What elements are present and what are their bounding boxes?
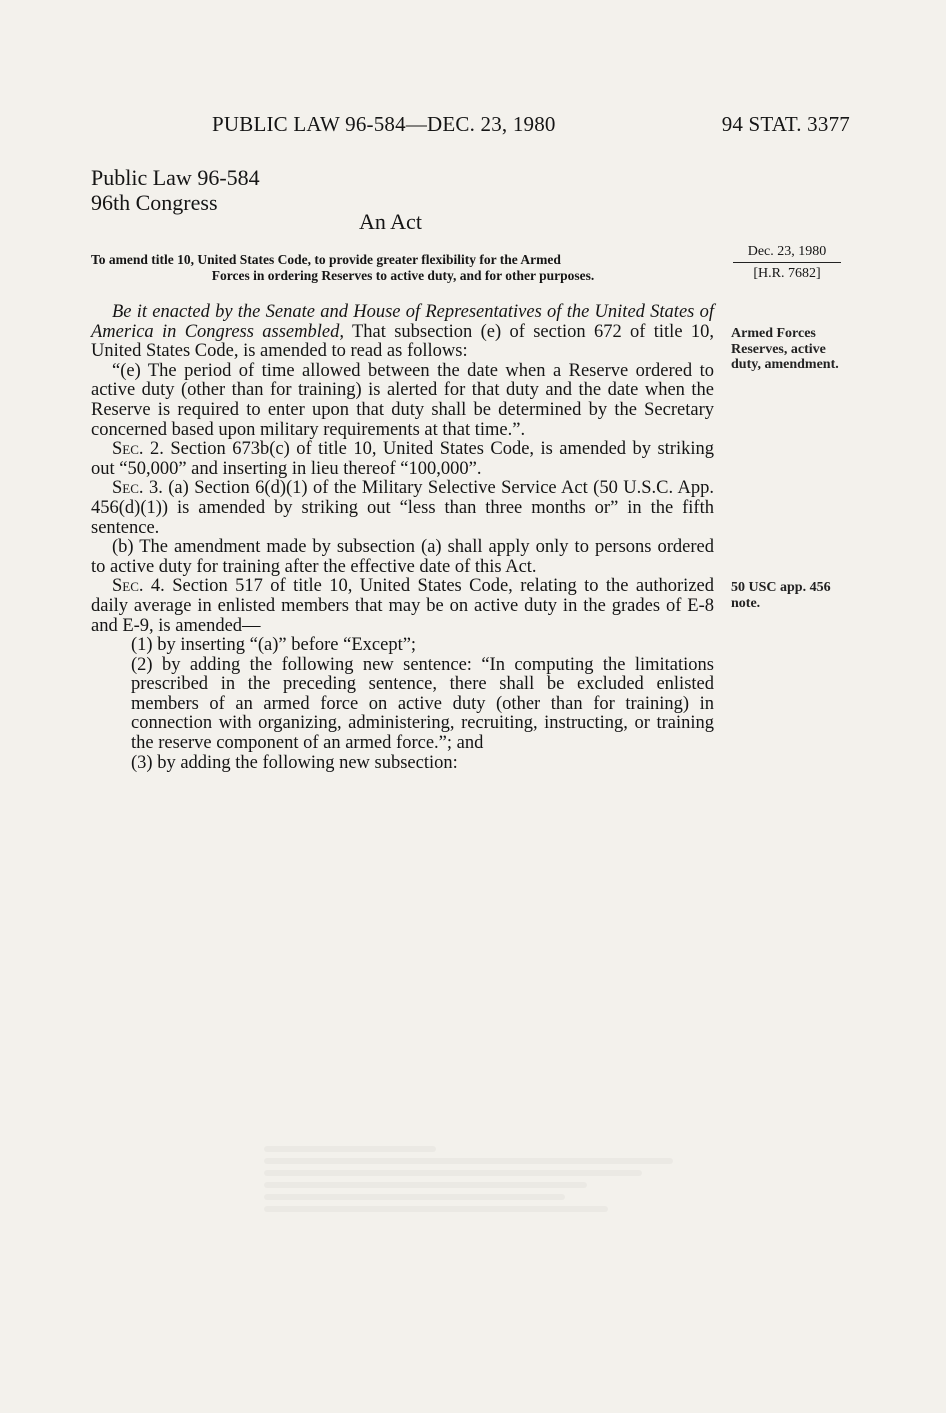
bill-number: [H.R. 7682] [753,266,821,281]
running-head [90,112,850,142]
section-4 [91,577,714,636]
enacting-paragraph [91,303,714,362]
statute-body [91,303,714,773]
enactment-date: Dec. 23, 1980 [733,244,841,263]
list-item-1: (1) by inserting “(a)” before “Except”; [131,635,417,656]
section-2-label: Sec. 2. [112,439,164,460]
margin-note-armed-forces: Armed Forces Reserves, active duty, amendment. [731,326,839,372]
amended-subsection-e: “(e) The period of time allowed between the date when a Reserve ordered to active duty (other than for training) is alerted for that duty and the date when the Reserve is required to enter upon that duty shall be determined by the Secretary concerned based upon military requirements at that time.”. [91,360,714,440]
section-4-text: Section 517 of title 10, United States Code, relating to the authorized daily average in enlisted members that may be on active duty in the grades of E-8 and E-9, is amended— [91,576,714,636]
section-2 [91,440,714,479]
congress-number: 96th Congress [91,190,218,215]
purpose-line-2: Forces in ordering Reserves to active duty, and for other purposes. [211,267,595,283]
section-1-text: That subsection (e) of section 672 of title 10, United States Code, is amended to read as follows: [91,321,714,362]
list-item-2: (2) by adding the following new sentence: “In computing the limitations prescribed in the preceding sentence, there shall be excluded enlisted members of an armed force on active duty (other than for training) in connection with organizing, administering, recruiting, instructing, or training the reserve component of an armed force.”; and [131,654,714,754]
section-3a [91,479,714,538]
public-law-number: Public Law 96-584 [91,165,260,190]
stat-reference: 94 STAT. 3377 [721,112,850,136]
purpose-clause [91,252,715,283]
section-3b: (b) The amendment made by subsection (a) shall apply only to persons ordered to active duty for training after the effective date of this Act. [91,537,714,577]
act-title: An Act [359,209,422,234]
section-3a-text: (a) Section 6(d)(1) of the Military Selective Service Act (50 U.S.C. App. 456(d)(1)) is amended by striking out “less than three months or” in the fifth sentence. [91,478,715,538]
running-title: PUBLIC LAW 96-584—DEC. 23, 1980 [212,112,556,136]
enacting-clause: Be it enacted by the Senate and House of Representatives of the United States of America in Congress assembled, [91,302,714,342]
section-3-label: Sec. 3. [112,478,163,499]
margin-note-usc-reference: 50 USC app. 456 note. [731,580,831,611]
law-identification [91,165,260,215]
purpose-line-1: To amend title 10, United States Code, to provide greater flexibility for the Armed [91,252,561,267]
bleed-through-texture [264,1140,694,1240]
section-2-text: Section 673b(c) of title 10, United States Code, is amended by striking out “50,000” and inserting in lieu thereof “100,000”. [91,439,714,479]
list-item-3: (3) by adding the following new subsection: [131,752,458,773]
enactment-date-block [733,244,841,282]
section-4-label: Sec. 4. [112,576,165,597]
